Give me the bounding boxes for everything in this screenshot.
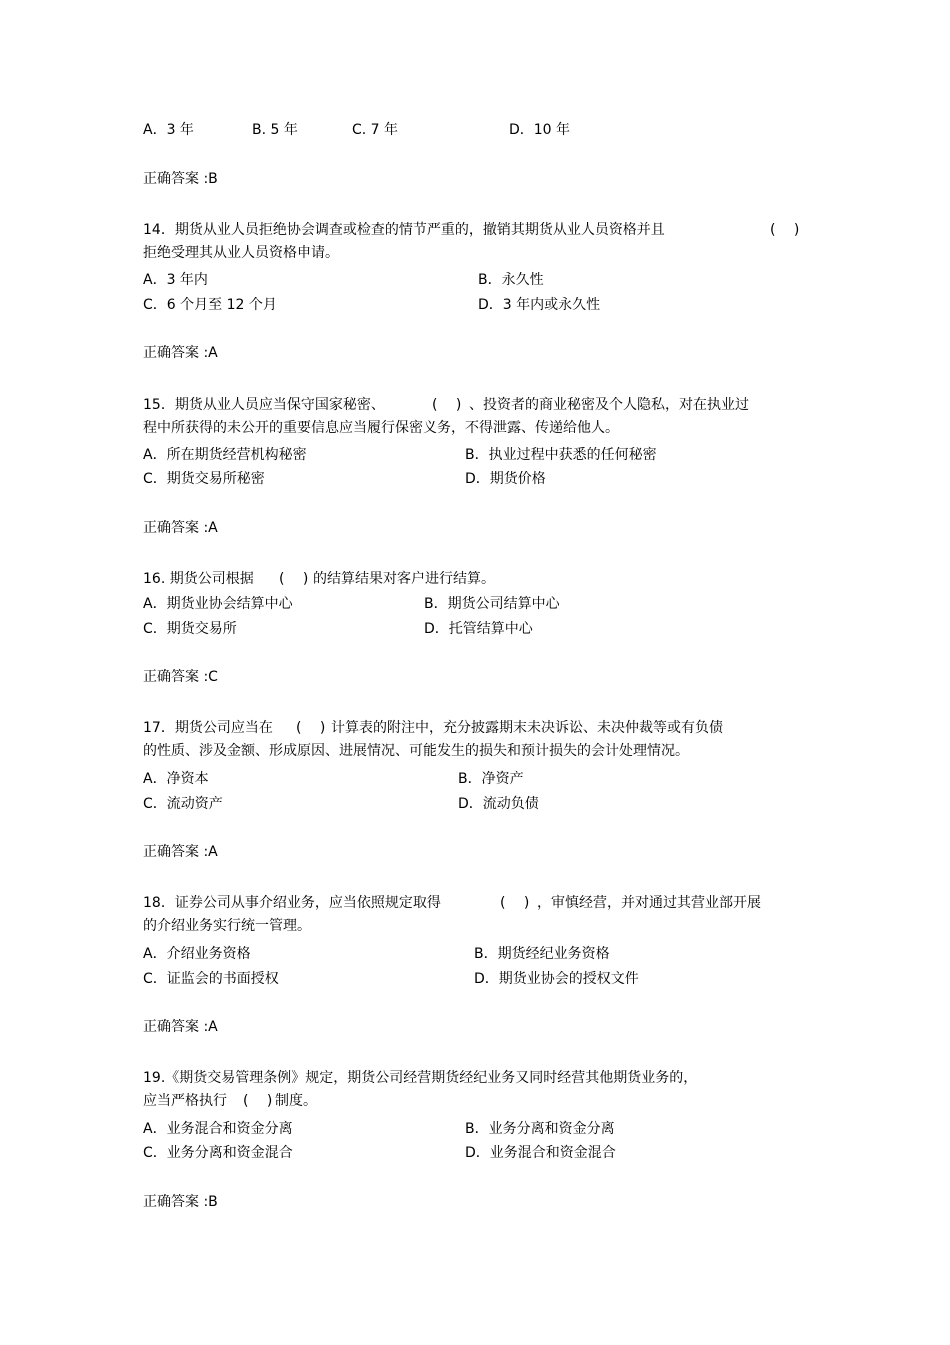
- q16-answer: 正确答案 :C: [143, 669, 218, 685]
- q13-option-c: C. 7 年: [352, 122, 399, 138]
- q15-answer: 正确答案 :A: [143, 520, 218, 536]
- q19-stem-line2a: 应当严格执行: [143, 1093, 227, 1109]
- q15-option-d: D．期货价格: [465, 471, 546, 487]
- q18-option-c: C．证监会的书面授权: [143, 971, 279, 987]
- q18-answer: 正确答案 :A: [143, 1019, 218, 1035]
- q19-stem-line2b: 制度。: [275, 1093, 317, 1109]
- q14-stem-line1: 14．期货从业人员拒绝协会调查或检查的情节严重的，撤销其期货从业人员资格并且: [143, 222, 665, 238]
- q14-option-b: B．永久性: [478, 272, 544, 288]
- q18-stem-line1a: 18．证券公司从事介绍业务，应当依照规定取得: [143, 895, 441, 911]
- q17-stem-line1a: 17．期货公司应当在: [143, 720, 273, 736]
- q18-stem-line2: 的介绍业务实行统一管理。: [143, 918, 311, 934]
- q19-blank: ( ): [243, 1093, 273, 1109]
- q18-stem-line1b: ，审慎经营，并对通过其营业部开展: [537, 895, 761, 911]
- q18-option-b: B．期货经纪业务资格: [474, 946, 610, 962]
- q16-option-b: B．期货公司结算中心: [424, 596, 560, 612]
- q19-stem-line1: 19.《期货交易管理条例》规定，期货公司经营期货经纪业务又同时经营其他期货业务的，: [143, 1070, 698, 1086]
- q14-option-c: C．6 个月至 12 个月: [143, 297, 277, 313]
- q14-answer: 正确答案 :A: [143, 345, 218, 361]
- q14-option-a: A．3 年内: [143, 272, 208, 288]
- q16-stem-line1a: 16. 期货公司根据: [143, 571, 254, 587]
- q13-option-a: A．3 年: [143, 122, 194, 138]
- q16-option-d: D．托管结算中心: [424, 621, 533, 637]
- q18-blank: ( ): [500, 895, 530, 911]
- q15-stem-line1b: 、投资者的商业秘密及个人隐私，对在执业过: [469, 397, 749, 413]
- q19-option-a: A．业务混合和资金分离: [143, 1121, 293, 1137]
- q19-answer: 正确答案 :B: [143, 1194, 218, 1210]
- q16-option-a: A．期货业协会结算中心: [143, 596, 293, 612]
- q14-stem-line2: 拒绝受理其从业人员资格申请。: [143, 245, 339, 261]
- q17-stem-line2: 的性质、涉及金额、形成原因、进展情况、可能发生的损失和预计损失的会计处理情况。: [143, 743, 689, 759]
- q19-option-b: B．业务分离和资金分离: [465, 1121, 615, 1137]
- q15-option-a: A．所在期货经营机构秘密: [143, 447, 307, 463]
- q19-option-d: D．业务混合和资金混合: [465, 1145, 616, 1161]
- q14-blank: ( ): [770, 222, 800, 238]
- q16-option-c: C．期货交易所: [143, 621, 237, 637]
- q18-option-a: A．介绍业务资格: [143, 946, 251, 962]
- q17-answer: 正确答案 :A: [143, 844, 218, 860]
- q13-option-b: B. 5 年: [252, 122, 298, 138]
- q16-stem-line1b: 的结算结果对客户进行结算。: [313, 571, 495, 587]
- q17-blank: ( ): [296, 720, 326, 736]
- q17-option-d: D．流动负债: [458, 796, 539, 812]
- q17-stem-line1b: 计算表的附注中，充分披露期末未决诉讼、未决仲裁等或有负债: [331, 720, 723, 736]
- q13-answer: 正确答案 :B: [143, 171, 218, 187]
- q15-option-b: B．执业过程中获悉的任何秘密: [465, 447, 657, 463]
- q17-option-c: C．流动资产: [143, 796, 223, 812]
- q15-stem-line1a: 15．期货从业人员应当保守国家秘密、: [143, 397, 385, 413]
- q19-option-c: C．业务分离和资金混合: [143, 1145, 293, 1161]
- q18-option-d: D．期货业协会的授权文件: [474, 971, 639, 987]
- q15-option-c: C．期货交易所秘密: [143, 471, 265, 487]
- q15-blank: ( ): [432, 397, 462, 413]
- q17-option-a: A．净资本: [143, 771, 209, 787]
- q13-option-d: D．10 年: [509, 122, 571, 138]
- q15-stem-line2: 程中所获得的未公开的重要信息应当履行保密义务，不得泄露、传递给他人。: [143, 420, 619, 436]
- q14-option-d: D．3 年内或永久性: [478, 297, 601, 313]
- q16-blank: ( ): [279, 571, 309, 587]
- q17-option-b: B．净资产: [458, 771, 524, 787]
